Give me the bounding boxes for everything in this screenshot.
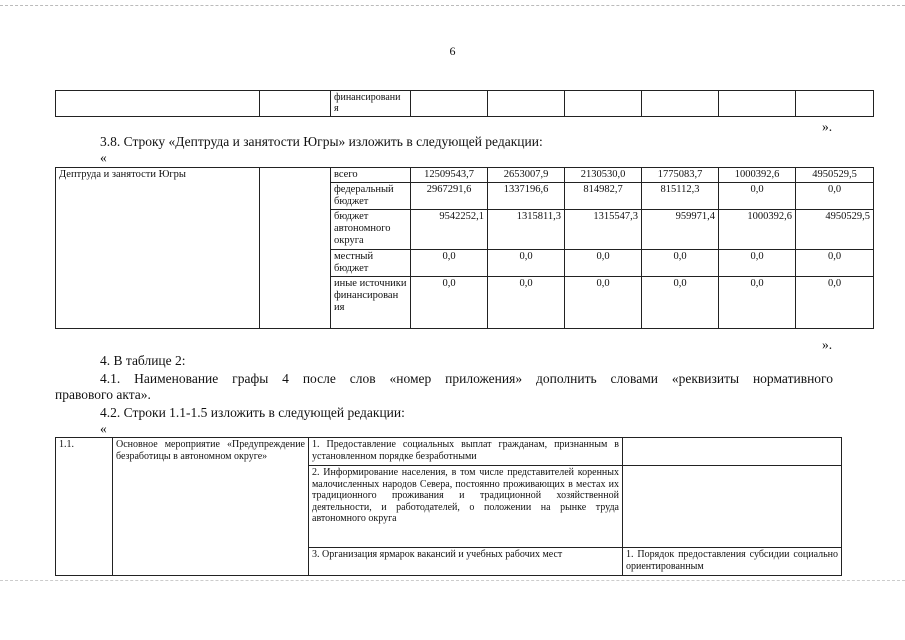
value-cell: 0,0 — [642, 250, 719, 277]
section-4-heading: 4. В таблице 2: — [100, 353, 186, 368]
cell — [488, 91, 565, 117]
value-cell: 1000392,6 — [719, 210, 796, 250]
cell — [796, 91, 874, 117]
value-cell: 1775083,7 — [642, 168, 719, 183]
value-cell: 2967291,6 — [411, 183, 488, 210]
funding-table — [55, 167, 874, 329]
section-4-1-text-continued: правового акта». — [55, 387, 151, 402]
cell — [719, 91, 796, 117]
value-cell: 0,0 — [796, 277, 874, 329]
empty-cell — [260, 168, 331, 329]
activity-item-3: 3. Организация ярмарок вакансий и учебных рабочих мест — [309, 548, 623, 576]
row-label: местный бюджет — [331, 250, 411, 277]
value-cell: 4950529,5 — [796, 168, 874, 183]
value-cell: 1315547,3 — [565, 210, 642, 250]
cell — [565, 91, 642, 117]
row-label: иные источники финансирован ия — [331, 277, 411, 329]
cell-financing: финансировани я — [331, 91, 411, 117]
value-cell: 9542252,1 — [411, 210, 488, 250]
cell — [260, 91, 331, 117]
value-cell: 0,0 — [642, 277, 719, 329]
value-cell: 1337196,6 — [488, 183, 565, 210]
value-cell: 1000392,6 — [719, 168, 796, 183]
row-label: бюджет автономного округа — [331, 210, 411, 250]
closing-quote: ». — [822, 119, 833, 134]
value-cell: 0,0 — [488, 277, 565, 329]
scan-bottom-edge — [0, 580, 905, 581]
value-cell: 0,0 — [411, 250, 488, 277]
value-cell: 814982,7 — [565, 183, 642, 210]
empty-cell — [623, 438, 842, 466]
value-cell: 0,0 — [719, 183, 796, 210]
main-activity: Основное мероприятие «Предупреждение безработицы в автономном округе» — [113, 438, 309, 576]
value-cell: 2130530,0 — [565, 168, 642, 183]
value-cell: 1315811,3 — [488, 210, 565, 250]
value-cell: 12509543,7 — [411, 168, 488, 183]
value-cell: 0,0 — [565, 250, 642, 277]
section-3-8-heading: 3.8. Строку «Дептруда и занятости Югры» изложить в следующей редакции: — [100, 134, 543, 149]
value-cell: 0,0 — [719, 277, 796, 329]
value-cell: 815112,3 — [642, 183, 719, 210]
value-cell: 0,0 — [796, 250, 874, 277]
cell — [56, 91, 260, 117]
closing-quote: ». — [822, 337, 833, 352]
top-table-fragment — [55, 90, 874, 117]
activity-item-1: 1. Предоставление социальных выплат гражданам, признанным в установленном порядке безработными — [309, 438, 623, 466]
value-cell: 2653007,9 — [488, 168, 565, 183]
value-cell: 4950529,5 — [796, 210, 874, 250]
scan-top-edge — [0, 5, 905, 6]
row-label: всего — [331, 168, 411, 183]
page-number: 6 — [449, 44, 456, 58]
row-number: 1.1. — [56, 438, 113, 576]
section-4-1-text: 4.1. Наименование графы 4 после слов «номер приложения» дополнить словами «реквизиты нормативного — [100, 371, 833, 386]
cell — [411, 91, 488, 117]
value-cell: 0,0 — [565, 277, 642, 329]
section-4-2-heading: 4.2. Строки 1.1-1.5 изложить в следующей редакции: — [100, 405, 405, 420]
activity-item-2: 2. Информирование населения, в том числе представителей коренных малочисленных народов Севера, постоянно проживающих в местах их традиционного проживания и традиционной хозяйственной деятельности, и работодателей, о положении на рынке труда автономного округа — [309, 466, 623, 548]
value-cell: 0,0 — [796, 183, 874, 210]
cell — [642, 91, 719, 117]
empty-cell — [623, 466, 842, 548]
activities-table — [55, 437, 842, 576]
legal-act-1: 1. Порядок предоставления субсидии социально ориентированным — [623, 548, 842, 576]
value-cell: 0,0 — [719, 250, 796, 277]
value-cell: 0,0 — [488, 250, 565, 277]
opening-quote: « — [100, 150, 107, 165]
value-cell: 959971,4 — [642, 210, 719, 250]
row-label: федеральный бюджет — [331, 183, 411, 210]
opening-quote: « — [100, 421, 107, 436]
org-name-cell: Дептруда и занятости Югры — [56, 168, 260, 329]
value-cell: 0,0 — [411, 277, 488, 329]
